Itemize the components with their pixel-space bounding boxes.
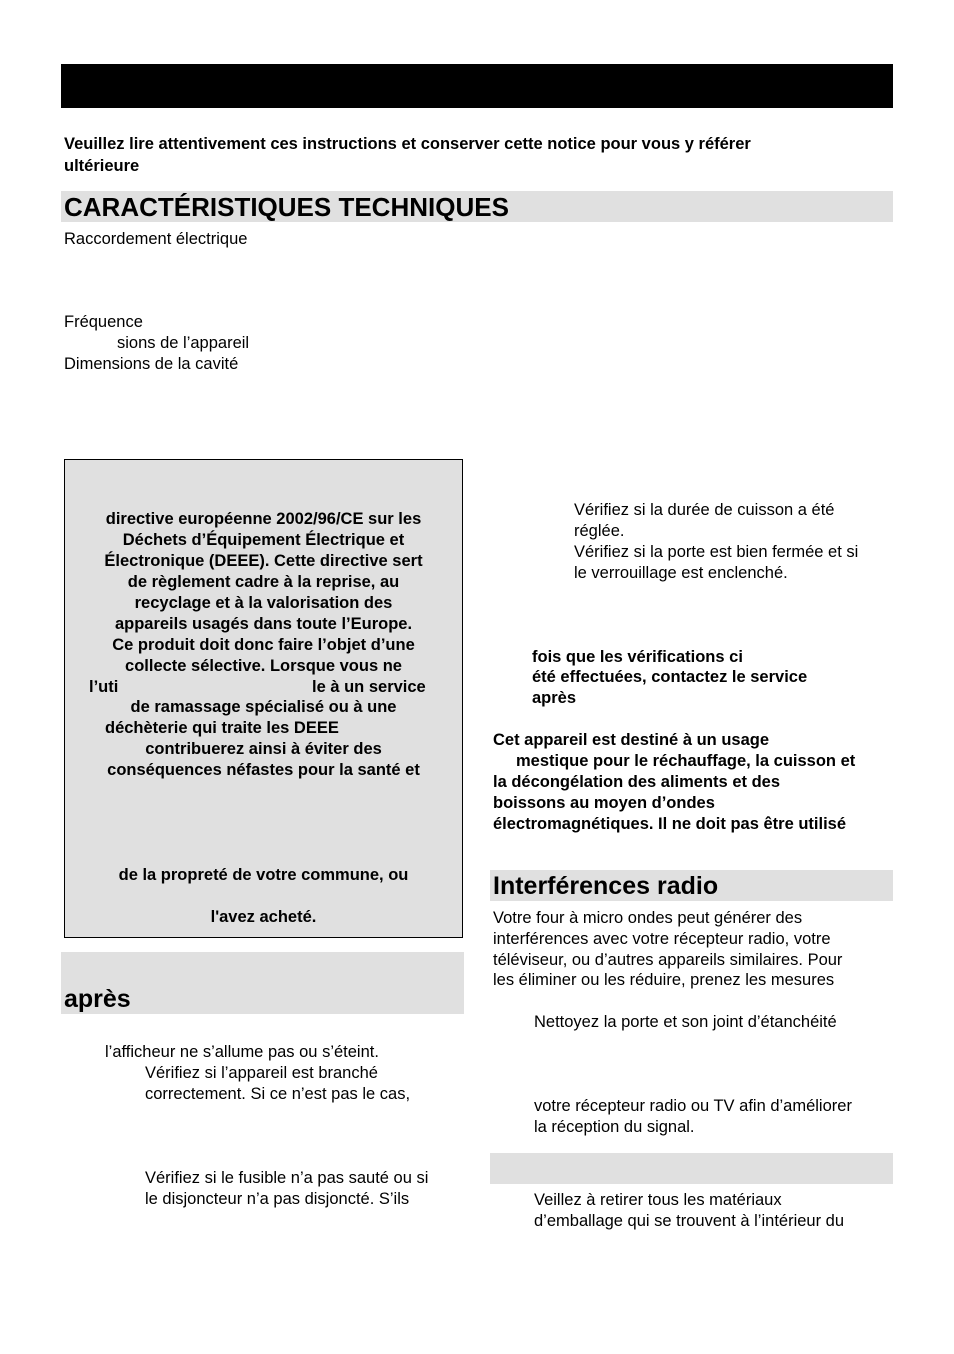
radio-line: téléviseur, ou d’autres appareils similaires. Pour [493,951,843,969]
usage-line: mestique pour le réchauffage, la cuisson et [516,752,856,770]
install-line: d’emballage qui se trouvent à l’intérieur du [534,1212,845,1230]
after-sales-line: le disjoncteur n’a pas disjoncté. S’ils [145,1190,410,1208]
install-line: Veillez à retirer tous les matériaux [534,1191,782,1209]
spec-row: Fréquence [64,313,143,331]
usage-line: Cet appareil est destiné à un usage [493,731,770,749]
radio-line: interférences avec votre récepteur radio, votre [493,930,831,948]
weee-line: contribuerez ainsi à éviter des [145,740,382,758]
header-bar [61,64,893,108]
check-line: Vérifiez si la durée de cuisson a été [574,501,835,519]
spec-row: Dimensions de la cavité [64,355,239,373]
radio-line: Votre four à micro ondes peut générer des [493,909,803,927]
after-sales-title: après [64,985,131,1013]
weee-line-split-right: le à un service [312,678,426,696]
specs-title: CARACTÉRISTIQUES TECHNIQUES [64,192,509,222]
usage-line: la décongélation des aliments et des [493,773,781,791]
weee-line: de la propreté de votre commune, ou [118,866,409,884]
usage-line: électromagnétiques. Il ne doit pas être utilisé [493,815,847,833]
weee-line: de ramassage spécialisé ou à une [130,698,397,716]
weee-line: Déchets d’Équipement Électrique et [122,531,405,549]
weee-line: recyclage et à la valorisation des [134,594,393,612]
radio-item: votre récepteur radio ou TV afin d’améliorer [534,1097,852,1115]
weee-line: Ce produit doit donc faire l’objet d’une [112,636,415,654]
weee-line: Électronique (DEEE). Cette directive sert [104,552,423,570]
after-sales-line: l’afficheur ne s’allume pas ou s’éteint. [105,1043,379,1061]
check-line: le verrouillage est enclenché. [574,564,788,582]
intro-line-2: ultérieure [64,157,140,175]
weee-line: de règlement cadre à la reprise, au [127,573,400,591]
weee-line: appareils usagés dans toute l’Europe. [114,615,413,633]
check-bold-line: après [532,689,577,707]
radio-title: Interférences radio [493,872,719,900]
radio-item: Nettoyez la porte et son joint d’étanchéité [534,1013,837,1031]
radio-item: la réception du signal. [534,1118,695,1136]
check-bold-line: été effectuées, contactez le service [532,668,808,686]
radio-line: les éliminer ou les réduire, prenez les mesures [493,971,835,989]
after-sales-line: correctement. Si ce n’est pas le cas, [145,1085,411,1103]
check-line: Vérifiez si la porte est bien fermée et si [574,543,859,561]
check-bold-line: fois que les vérifications ci [532,648,743,666]
weee-line: collecte sélective. Lorsque vous ne [125,657,402,675]
check-line: réglée. [574,522,625,540]
weee-line-split-left: l’uti [89,678,119,696]
weee-line: l'avez acheté. [210,908,317,926]
spec-row: Raccordement électrique [64,230,248,248]
weee-line: directive européenne 2002/96/CE sur les [105,510,422,528]
intro-line-1: Veuillez lire attentivement ces instructions et conserver cette notice pour vous y référer [64,135,751,153]
spec-row: sions de l’appareil [117,334,250,352]
weee-line: déchèterie qui traite les DEEE [105,719,339,737]
usage-line: boissons au moyen d’ondes [493,794,715,812]
after-sales-line: Vérifiez si le fusible n’a pas sauté ou si [145,1169,429,1187]
install-heading-band [490,1153,893,1184]
weee-line: conséquences néfastes pour la santé et [107,761,420,779]
after-sales-line: Vérifiez si l’appareil est branché [145,1064,378,1082]
